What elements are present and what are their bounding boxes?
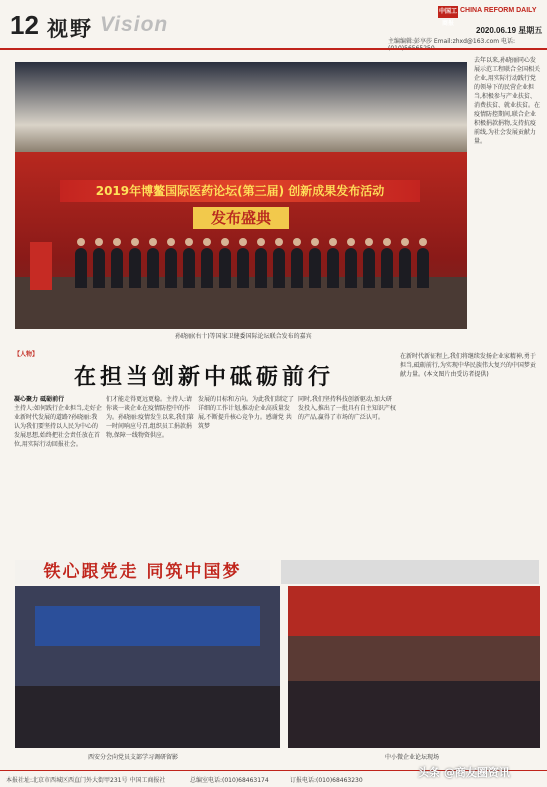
right-column-text: 去年以来,孙晓丽同心发展示范工程联合全国相关企业,用实际行动践行党的领导下的民营企业担当,积极参与产业扶贫、消费扶贫、就业扶贫。在疫情防控期间,联合企业积极捐款捐物,支持抗疫前线,为社会发展贡献力量。 [474,57,540,145]
article-column: 们才能走得更远更稳。主持人:请你谈一谈企业在疫情防控中的作为。孙晓丽:疫情发生以来,我们第一时间响应号召,组织员工捐款捐物,保障一线物资供应。 [106,396,194,439]
footer-phone: 总编室电话:(010)68463174 [190,777,269,784]
guest-figure [183,248,195,288]
guest-head [275,238,283,246]
issue-date: 2020.06.19 星期五 [476,26,543,35]
guest-figure [417,248,429,288]
guest-head [365,238,373,246]
guest-figure [327,248,339,288]
guest-figure [111,248,123,288]
header-rule [0,48,547,50]
masthead-name: CHINA REFORM DAILY [460,7,537,14]
guest-figure [201,248,213,288]
guest-head [113,238,121,246]
guest-figure [255,248,267,288]
ceremony-title: 发布盛典 [193,207,289,229]
group-photo-right [288,586,540,748]
guest-head [311,238,319,246]
guest-head [221,238,229,246]
article-column [14,395,102,553]
photo-caption: 孙晓丽(右十)等国家卫健委国际论坛联合发布的嘉宾 [175,333,312,340]
ceremony-photo [15,62,467,329]
guest-figure [345,248,357,288]
guest-head [185,238,193,246]
article-subhead: 凝心聚力 砥砺前行 [14,396,65,403]
article-column: 同时,我们坚持科技创新驱动,加大研发投入,推出了一批具有自主知识产权的产品,赢得了市场的广泛认可。 [298,396,396,421]
guest-head [131,238,139,246]
guest-head [239,238,247,246]
masthead-logo: 中国工商报 [438,8,457,27]
watermark: 头条 @商友圈资讯 [418,766,510,779]
guest-figure [93,248,105,288]
guest-head [293,238,301,246]
article-tag: 【人物】 [14,351,39,358]
article-column: 发展的目标和方向。为此我们制定了详细的工作计划,推动企业高质量发展,不断提升核心竞争力。感谢党 共筑梦 [198,396,294,430]
guest-head [95,238,103,246]
guest-head [383,238,391,246]
section-title-en: Vision [100,13,169,36]
guest-figure [75,248,87,288]
guest-figure [273,248,285,288]
guest-head [257,238,265,246]
article-text: 主持人:如何践行企业担当,走好企业新时代发展的道路?孙晓丽:我认为我们要坚持以人民为中心的发展思想,始终把社会责任放在首位,用实际行动回报社会。 [14,405,102,448]
guest-head [167,238,175,246]
bottom-banner: 铁心跟党走 同筑中国梦 [15,560,270,584]
guest-figure [363,248,375,288]
footer-fax: 订报电话:(010)68463230 [290,777,363,784]
guest-head [401,238,409,246]
editor-info: 主编编辑:彭享莎 Email:zhxd@163.com 电话: [388,38,516,45]
footer-address: 本报社址:北京市西城区西直门外大街甲231号 中国工商报社 [6,777,166,784]
guest-figure [381,248,393,288]
group-photo-left [15,586,280,748]
article-headline: 在担当创新中砥砺前行 [73,364,334,390]
guest-head [419,238,427,246]
guest-figure [165,248,177,288]
bottom-banner-photo [281,560,539,584]
guest-head [149,238,157,246]
guest-figure [237,248,249,288]
guest-head [347,238,355,246]
ceremony-banner: 2019年博鳌国际医药论坛(第三届) 创新成果发布活动 [60,180,420,202]
guest-figure [219,248,231,288]
guest-figure [309,248,321,288]
guest-figure [129,248,141,288]
guest-figure [147,248,159,288]
page-number: 12 [10,10,39,40]
photo-caption-right: 中小微企业论坛现场 [385,754,440,761]
guest-head [329,238,337,246]
guest-head [77,238,85,246]
article-column: 在新时代新征程上,我们将继续发扬企业家精神,勇于担当,砥砺前行,为实现中华民族伟大复兴的中国梦贡献力量。(本文图片由受访者提供) [400,353,536,378]
section-title: 视野 [47,16,93,41]
photo-caption-left: 西安分会向党员支部学习调研留影 [88,754,179,761]
guest-figure [399,248,411,288]
guest-figure [291,248,303,288]
guest-head [203,238,211,246]
